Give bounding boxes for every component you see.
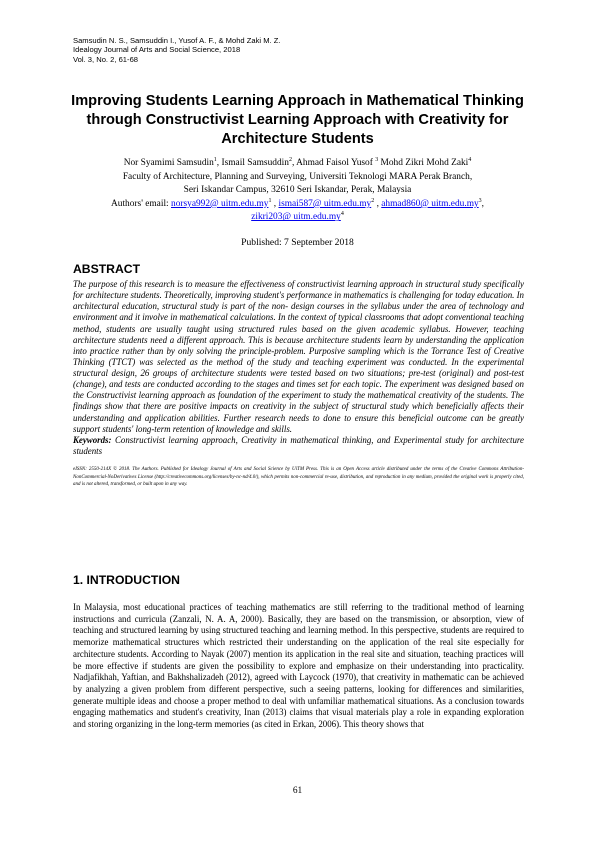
- emails-label: Authors' email:: [110, 198, 171, 209]
- author-emails: [60, 198, 535, 212]
- running-header: [73, 36, 523, 64]
- header-authors: Samsudin N. S., Samsuddin I., Yusof A. F., & Mohd Zaki M. Z.: [73, 36, 281, 45]
- author-emails-continued: [60, 211, 535, 225]
- email-link[interactable]: zikri203@ uitm.edu.my: [251, 212, 341, 223]
- affiliation-line: Seri Iskandar Campus, 32610 Seri Iskandar, Perak, Malaysia: [183, 185, 412, 196]
- email-superscript: 3: [478, 197, 482, 204]
- author-superscript: 4: [468, 156, 472, 163]
- abstract-heading: ABSTRACT: [73, 262, 141, 276]
- author-names: [60, 157, 535, 171]
- email-superscript: 1: [268, 197, 272, 204]
- email-superscript: 2: [371, 197, 375, 204]
- author-block: [60, 157, 535, 225]
- author-superscript: 3: [375, 156, 379, 163]
- published-date: Published: 7 September 2018: [241, 237, 354, 248]
- affiliation-line: Faculty of Architecture, Planning and Surveying, Universiti Teknologi MARA Perak Branch,: [122, 171, 473, 182]
- email-separator: ,: [481, 198, 485, 209]
- paper-title: Improving Students Learning Approach in Mathematical Thinking through Constructivist Learning Approach with Creativity for Architecture Students: [71, 93, 524, 147]
- email-superscript: 4: [340, 211, 344, 218]
- author-name: , Ismail Samsuddin: [216, 158, 289, 168]
- author-superscript: 1: [213, 156, 217, 163]
- email-link[interactable]: ismai587@ uitm.edu.my: [278, 198, 372, 209]
- introduction-heading: 1. INTRODUCTION: [73, 573, 180, 587]
- author-name: Mohd Zikri Mohd Zaki: [378, 158, 469, 168]
- author-name: Nor Syamimi Samsudin: [123, 158, 214, 168]
- author-name: , Ahmad Faisol Yusof: [291, 158, 376, 168]
- email-separator: ,: [374, 198, 382, 209]
- header-volume: Vol. 3, No. 2, 61-68: [73, 54, 139, 64]
- email-link[interactable]: norsya992@ uitm.edu.my: [171, 198, 269, 209]
- keywords-label: Keywords:: [73, 435, 112, 445]
- keywords-text: Constructivist learning approach, Creativity in mathematical thinking, and Experimental study for architecture students: [73, 435, 524, 457]
- email-separator: ,: [271, 198, 279, 209]
- header-journal: Idealogy Journal of Arts and Social Science, 2018: [73, 45, 241, 55]
- email-link[interactable]: ahmad860@ uitm.edu.my: [381, 198, 479, 209]
- page-number: 61: [292, 786, 303, 796]
- license-notice: eISSN: 2550-214X © 2018. The Authors. Published for Idealogy Journal of Arts and Social Science by UiTM Press. This is an Open Access article distributed under the terms of the Creative Commons Attribution-NonCommercial-NoDerivatives License (http://creativecommons.org/licenses/by-nc-nd/4.0/), which permits non-commercial re-use, distribution, and reproduction in any medium, provided the original work is properly cited, and is not altered, transformed, or built upon in any way.: [73, 467, 524, 488]
- introduction-text: In Malaysia, most educational practices of teaching mathematics are still referring to the traditional method of learning instructions and curricula (Zanzali, N. A. A, 2000). Basically, they are based on the transmission, or absorption, view of teaching and structured learning by using structured teaching and learning method. In this perspective, students are required to memorize mathematical structures which restricted their understanding on the application of the real site especially for architecture students. According to Nayak (2007) mention its application in the real site and situation, teaching practices will be more effective if students are given the possibility to explore and emphasize on their understanding into practicality. Nadjafikhah, Yaftian, and Bakhshalizadeh (2012), agreed with Laycock (1970), that creativity in mathematic can be achieved by analyzing a given problem from different perspective, such a seeing patterns, looking for differences and similarities, generate multiple ideas and choose a proper method to deal with unfamiliar mathematical situations. As a conclusion towards engaging mathematics and student's creativity, Inan (2013) claims that visual materials play a role in expanding exploration and storing organizing in the long-term memories (as cited in Erkan, 2006). This theory shows that: [73, 602, 524, 730]
- keywords: [73, 435, 524, 457]
- abstract-text: The purpose of this research is to measure the effectiveness of constructivist learning approach in structural study specifically for architecture students. Theoretically, improving student's performance in mathematics is challenging for today education. In architectural education, structural study is part of the non- design courses in the syllabus under the area of technology and environment and it involve in mathematical calculations. In the context of typical classrooms that adopt conventional teaching method, students are usually taught using structured rules based on the given academic syllabus. However, teaching architecture students need a different approach. This is because architecture students learn by understanding the application into practice rather than by only solving the principle-problem. Purposive sampling which is the Torrance Test of Creative Thinking (TTCT) was selected as the method of the study and teaching experiment was conducted. In the experimental structural design, 26 groups of architecture students were tested based on two situations; pre-test (original) and post-test (change), and tests are conducted according to the stages and times set for each topic. The experiment was designed based on the Constructivist learning approach as foundation of the experiment to study the mathematical creativity of the students. The findings show that there are positive impacts on creativity in the subject of structural study which beneficially affects their understanding and application abilities. Further research needs to done to ensure this beneficial outcome can be greatly support students' long-term retention of knowledge and skills.: [73, 279, 524, 434]
- author-superscript: 2: [288, 156, 292, 163]
